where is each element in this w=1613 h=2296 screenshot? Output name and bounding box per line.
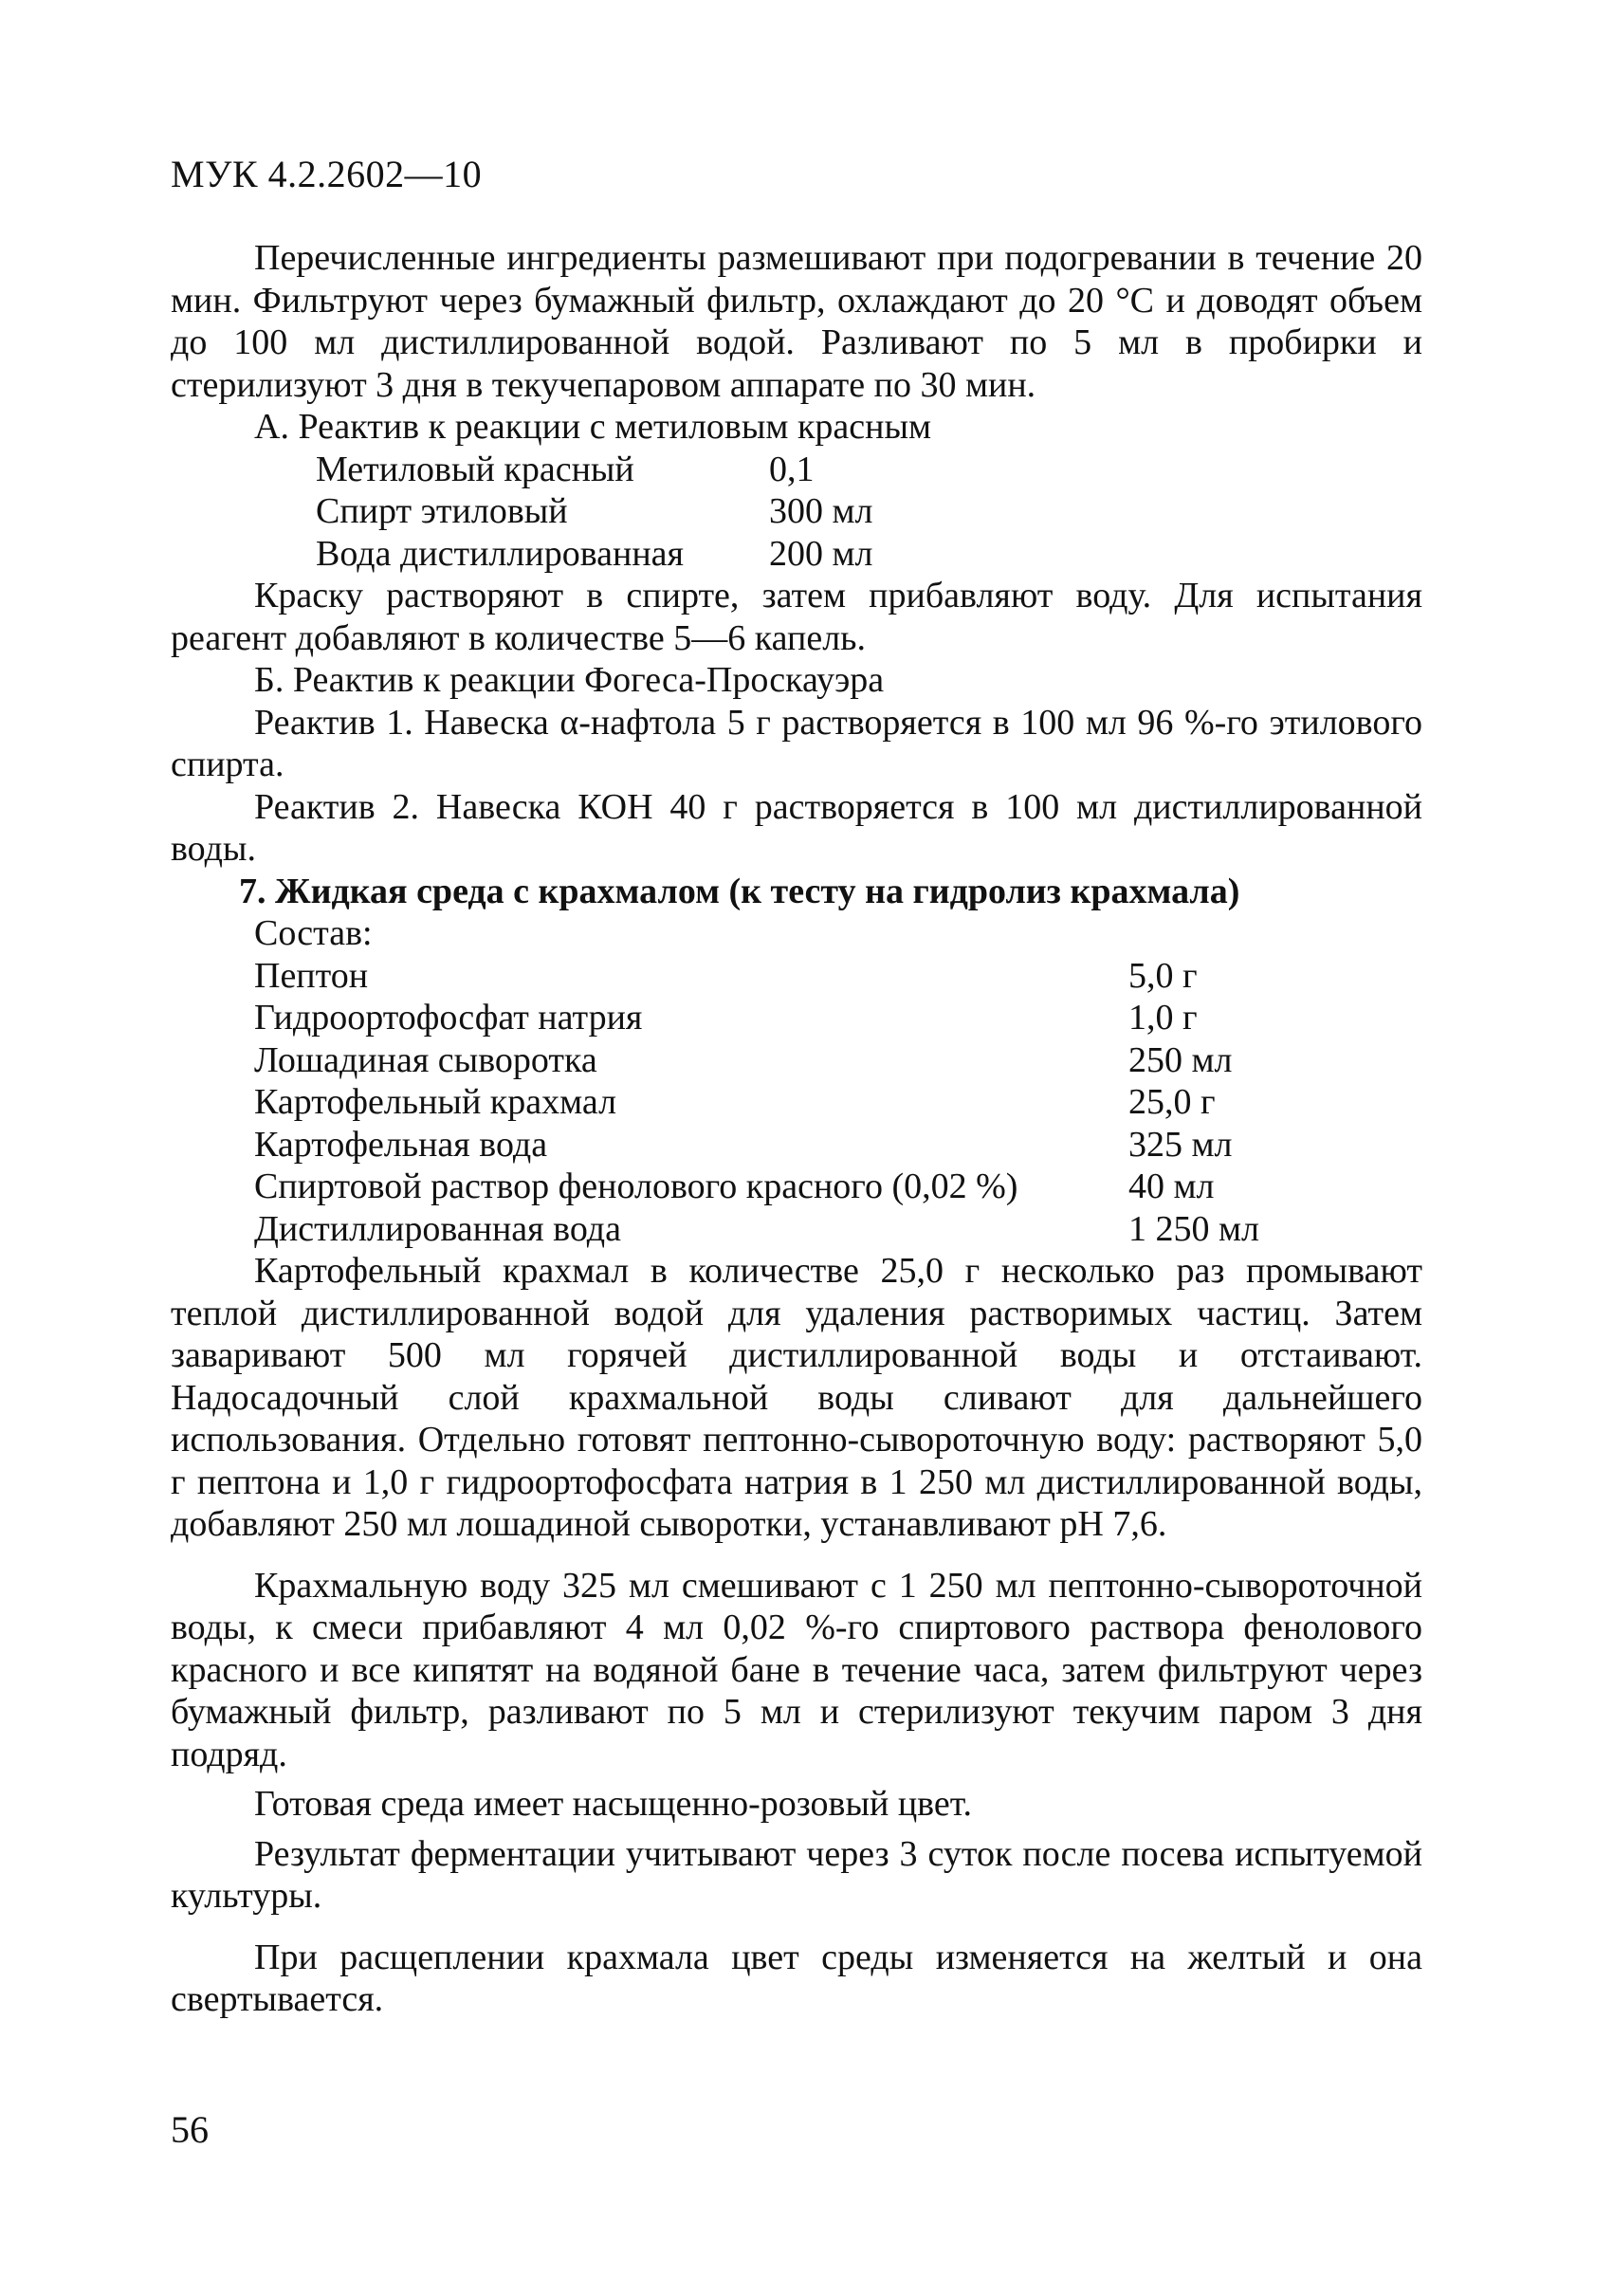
- section-b-title: Б. Реактив к реакции Фогеса-Проскауэра: [254, 660, 885, 700]
- ingredient-value: 25,0 г: [1128, 1082, 1216, 1122]
- section-a-note: Краску растворяют в спирте, затем прибавляют воду. Для испытания реагент добавляют в количестве 5—6 капель.: [171, 576, 1422, 658]
- preparation-paragraph: Картофельный крахмал в количестве 25,0 г несколько раз промывают теплой дистиллированной водой для удаления растворимых частиц. Затем заваривают 500 мл горячей дистиллированной воды и отстаивают. Надосадочный слой крахмальной воды сливают для дальнейшего использования. Отдельно готовят пептонно-сывороточную воду: растворяют 5,0 г пептона и 1,0 г гидроортофосфата натрия в 1 250 мл дистиллированной воды, добавляют 250 мл лошадиной сыворотки, устанавливают pH 7,6.: [171, 1251, 1422, 1544]
- section-7-heading: 7. Жидкая среда с крахмалом (к тесту на гидролиз крахмала): [239, 871, 1240, 911]
- ingredient-value: 325 мл: [1128, 1124, 1233, 1165]
- ingredient-value: 1 250 мл: [1128, 1208, 1260, 1249]
- table-row: [254, 1208, 1259, 1251]
- composition-table: [254, 955, 1259, 1251]
- color-paragraph: Готовая среда имеет насыщенно-розовый цвет.: [254, 1784, 972, 1824]
- page-number: 56: [171, 2108, 209, 2151]
- table-row: [316, 533, 873, 576]
- table-row: [316, 490, 873, 533]
- ingredient-name: Спиртовой раствор фенолового красного (0,02 %): [254, 1166, 1018, 1206]
- composition-label: Состав:: [254, 913, 373, 953]
- ingredient-value: 300 мл: [769, 491, 873, 531]
- ingredient-name: Лошадиная сыворотка: [254, 1039, 597, 1080]
- ingredient-name: Дистиллированная вода: [254, 1208, 621, 1249]
- reagent-2-paragraph: Реактив 2. Навеска КОН 40 г растворяется в 100 мл дистиллированной воды.: [171, 786, 1422, 869]
- ingredient-name: Спирт этиловый: [316, 491, 568, 531]
- table-row: [316, 449, 873, 491]
- section-a-title: А. Реактив к реакции с метиловым красным: [254, 407, 932, 447]
- table-row: [254, 1039, 1259, 1082]
- intro-paragraph: Перечисленные ингредиенты размешивают при подогревании в течение 20 мин. Фильтруют через бумажный фильтр, охлаждают до 20 °С и доводят объем до 100 мл дистиллированной водой. Разливают по 5 мл в пробирки и стерилизуют 3 дня в текучепаровом аппарате по 30 мин.: [171, 238, 1422, 405]
- ingredient-value: 250 мл: [1128, 1039, 1233, 1080]
- mixing-paragraph: Крахмальную воду 325 мл смешивают с 1 250 мл пептонно-сывороточной воды, к смеси прибавляют 4 мл 0,02 %-го спиртового раствора фенолового красного и все кипятят на водяной бане в течение часа, затем фильтруют через бумажный фильтр, разливают по 5 мл и стерилизуют текучим паром 3 дня подряд.: [171, 1565, 1422, 1774]
- ingredient-name: Картофельный крахмал: [254, 1082, 617, 1122]
- reagent-a-table: [316, 449, 873, 576]
- ingredient-name: Пептон: [254, 955, 369, 996]
- ingredient-name: Вода дистиллированная: [316, 533, 685, 574]
- ingredient-value: 0,1: [769, 449, 815, 489]
- ingredient-name: Картофельная вода: [254, 1124, 548, 1165]
- page-content: [171, 237, 1422, 2021]
- hydrolysis-paragraph: При расщеплении крахмала цвет среды изменяется на желтый и она свертывается.: [171, 1937, 1422, 2019]
- ingredient-value: 5,0 г: [1128, 955, 1198, 996]
- ingredient-value: 200 мл: [769, 533, 873, 574]
- ingredient-name: Метиловый красный: [316, 449, 634, 489]
- ingredient-value: 40 мл: [1128, 1166, 1215, 1206]
- table-row: [254, 1166, 1259, 1208]
- ingredient-value: 1,0 г: [1128, 998, 1198, 1038]
- document-header: МУК 4.2.2602—10: [171, 153, 483, 195]
- ingredient-name: Гидроортофосфат натрия: [254, 998, 643, 1038]
- table-row: [254, 1081, 1259, 1124]
- table-row: [254, 997, 1259, 1039]
- result-paragraph: Результат ферментации учитывают через 3 суток после посева испытуемой культуры.: [171, 1833, 1422, 1916]
- table-row: [254, 955, 1259, 998]
- table-row: [254, 1124, 1259, 1166]
- reagent-1-paragraph: Реактив 1. Навеска α-нафтола 5 г растворяется в 100 мл 96 %-го этилового спирта.: [171, 702, 1422, 784]
